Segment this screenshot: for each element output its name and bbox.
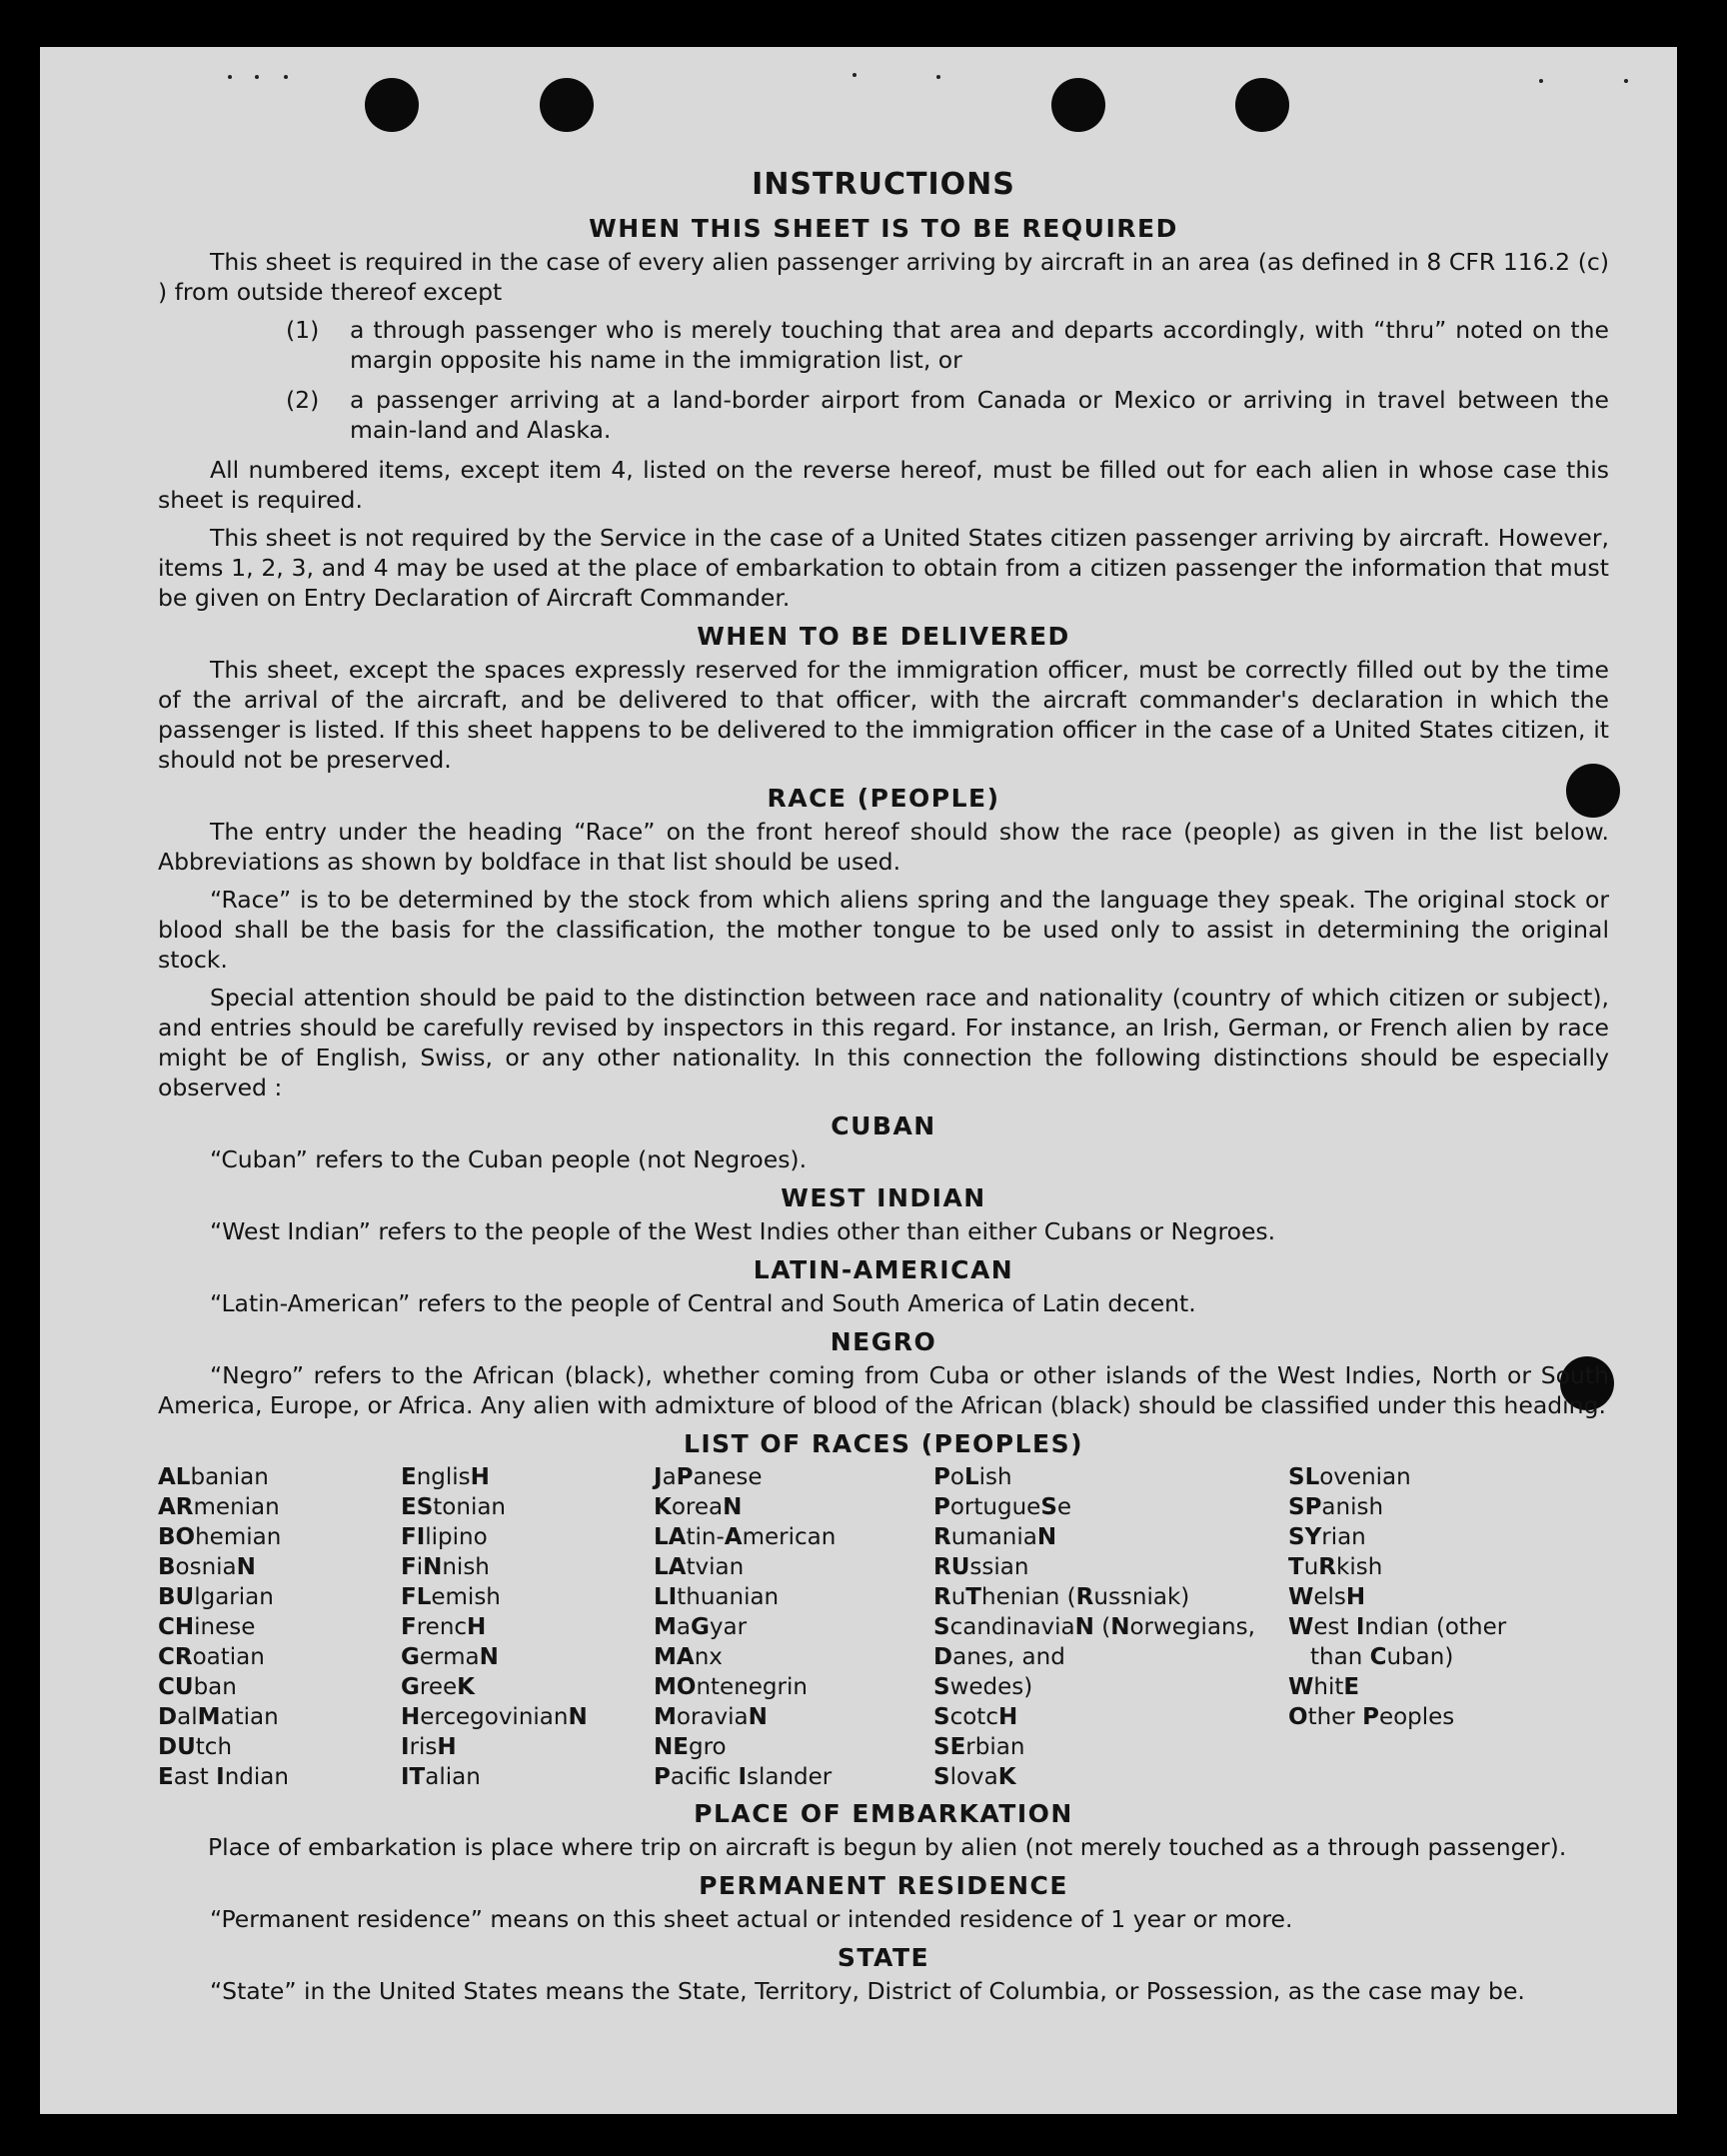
section-heading-state: STATE xyxy=(837,1943,930,1972)
race-entry: Danes, and xyxy=(933,1644,1065,1670)
race-entry: ALbanian xyxy=(158,1464,269,1490)
race-column xyxy=(158,1462,401,1792)
race-entry: TuRkish xyxy=(1288,1554,1383,1580)
race-entry: GermaN xyxy=(401,1644,499,1670)
race-entry: SYrian xyxy=(1288,1524,1366,1550)
section-heading-when-delivered: WHEN TO BE DELIVERED xyxy=(697,622,1070,651)
race-entry: RumaniaN xyxy=(933,1524,1057,1550)
instructions-content xyxy=(158,165,1609,2014)
section-heading-race: RACE (PEOPLE) xyxy=(767,784,1000,813)
numbered-items-paragraph: All numbered items, except item 4, listed on the reverse hereof, must be filled out for each alien in whose case this sheet is required. xyxy=(158,456,1609,514)
exception-number: (1) xyxy=(286,316,320,344)
race-entry: MAnx xyxy=(654,1644,723,1670)
race-entry: PoLish xyxy=(933,1464,1012,1490)
race-entry: Other Peoples xyxy=(1288,1704,1455,1730)
speck xyxy=(255,75,259,79)
state-definition: “State” in the United States means the State, Territory, District of Columbia, or Possession, as the case may be. xyxy=(210,1977,1525,2005)
race-entry: BOhemian xyxy=(158,1524,282,1550)
race-entry: CRoatian xyxy=(158,1644,265,1670)
punch-hole xyxy=(1235,78,1289,132)
section-heading-list-of-races: LIST OF RACES (PEOPLES) xyxy=(683,1429,1084,1458)
speck xyxy=(1539,79,1543,83)
race-paragraph-3: Special attention should be paid to the distinction between race and nationality (country of which citizen or subject), and entries should be carefully revised by inspectors in this regard. For instance, an Irish, German, or French alien by race might be of English, Swiss, or any other nationality. In this connection the following distinctions should be especially observed : xyxy=(158,984,1609,1101)
race-entry: Swedes) xyxy=(933,1674,1033,1700)
place-of-embarkation-definition: Place of embarkation is place where trip on aircraft is begun by alien (not merely touched as a through passenger). xyxy=(208,1833,1567,1861)
race-entry: LAtvian xyxy=(654,1554,745,1580)
latin-american-definition: “Latin-American” refers to the people of Central and South America of Latin decent. xyxy=(210,1289,1196,1317)
speck xyxy=(936,75,940,79)
race-entry: WhitE xyxy=(1288,1674,1360,1700)
race-entry: PortugueSe xyxy=(933,1494,1072,1520)
race-entry: RuThenian (Russniak) xyxy=(933,1584,1190,1610)
race-entry: MaGyar xyxy=(654,1614,748,1640)
negro-definition: “Negro” refers to the African (black), whether coming from Cuba or other islands of the West Indies, North or South America, Europe, or Africa. Any alien with admixture of blood of the African (black) should be classified under this heading. xyxy=(158,1361,1609,1419)
punch-hole xyxy=(365,78,419,132)
race-entry: DUtch xyxy=(158,1734,233,1760)
section-heading-latin-american: LATIN-AMERICAN xyxy=(753,1255,1014,1284)
race-entry: CHinese xyxy=(158,1614,256,1640)
race-entry: ITalian xyxy=(401,1764,481,1790)
exception-number: (2) xyxy=(286,386,320,414)
punch-hole xyxy=(540,78,594,132)
race-column xyxy=(401,1462,654,1792)
race-entry: IrisH xyxy=(401,1734,457,1760)
race-entry: DalMatian xyxy=(158,1704,279,1730)
race-entry: GreeK xyxy=(401,1674,475,1700)
race-entry: LIthuanian xyxy=(654,1584,780,1610)
race-entry: FIlipino xyxy=(401,1524,488,1550)
race-entry: NEgro xyxy=(654,1734,727,1760)
exception-item xyxy=(158,385,1609,445)
permanent-residence-definition: “Permanent residence” means on this sheet actual or intended residence of 1 year or more. xyxy=(210,1905,1293,1933)
race-column xyxy=(1288,1462,1578,1792)
section-heading-place-of-embarkation: PLACE OF EMBARKATION xyxy=(694,1799,1073,1828)
race-entry: BosniaN xyxy=(158,1554,256,1580)
exception-text: a through passenger who is merely touching that area and departs accordingly, with “thru” noted on the margin opposite his name in the immigration list, or xyxy=(350,316,1609,374)
when-required-intro: This sheet is required in the case of every alien passenger arriving by aircraft in an area (as defined in 8 CFR 116.2 (c) ) from outside thereof except xyxy=(158,248,1609,306)
page-title: INSTRUCTIONS xyxy=(752,167,1015,202)
race-entry: West Indian (other xyxy=(1288,1614,1507,1640)
exception-item xyxy=(158,315,1609,375)
race-paragraph-2: “Race” is to be determined by the stock from which aliens spring and the language they speak. The original stock or blood shall be the basis for the classification, the mother tongue to be used only to assist in determining the original stock. xyxy=(158,886,1609,974)
race-entry: EStonian xyxy=(401,1494,507,1520)
race-column xyxy=(933,1462,1288,1792)
race-entry: FLemish xyxy=(401,1584,501,1610)
race-entry: Pacific Islander xyxy=(654,1764,833,1790)
race-entry: SPanish xyxy=(1288,1494,1384,1520)
race-paragraph-1: The entry under the heading “Race” on the front hereof should show the race (people) as given in the list below. Abbreviations as shown by boldface in that list should be used. xyxy=(158,818,1609,876)
race-entry: LAtin-American xyxy=(654,1524,837,1550)
document-sheet xyxy=(40,47,1677,2114)
race-entry: MOntenegrin xyxy=(654,1674,808,1700)
race-entry: MoraviaN xyxy=(654,1704,768,1730)
race-entry: ScandinaviaN (Norwegians, xyxy=(933,1614,1255,1640)
race-entry: FiNnish xyxy=(401,1554,490,1580)
race-column xyxy=(654,1462,933,1792)
race-entry: than Cuban) xyxy=(1310,1644,1454,1670)
race-entry: HercegovinianN xyxy=(401,1704,588,1730)
exception-text: a passenger arriving at a land-border airport from Canada or Mexico or arriving in travel between the main-land and Alaska. xyxy=(350,386,1609,444)
west-indian-definition: “West Indian” refers to the people of the West Indies other than either Cubans or Negroes. xyxy=(210,1217,1276,1245)
race-entry: FrencH xyxy=(401,1614,487,1640)
race-entry: WelsH xyxy=(1288,1584,1366,1610)
race-entry: East Indian xyxy=(158,1764,289,1790)
section-heading-when-required: WHEN THIS SHEET IS TO BE REQUIRED xyxy=(589,214,1178,243)
race-entry: CUban xyxy=(158,1674,237,1700)
cuban-definition: “Cuban” refers to the Cuban people (not Negroes). xyxy=(210,1145,808,1173)
race-entry: SlovaK xyxy=(933,1764,1016,1790)
speck xyxy=(1624,79,1628,83)
race-entry: SLovenian xyxy=(1288,1464,1411,1490)
citizen-note-paragraph: This sheet is not required by the Service in the case of a United States citizen passenger arriving by aircraft. However, items 1, 2, 3, and 4 may be used at the place of embarkation to obtain from a citizen passenger the information that must be given on Entry Declaration of Aircraft Commander. xyxy=(158,524,1609,612)
race-entry: ScotcH xyxy=(933,1704,1018,1730)
race-entry: EnglisH xyxy=(401,1464,490,1490)
speck xyxy=(228,75,232,79)
race-entry: JaPanese xyxy=(654,1464,763,1490)
speck xyxy=(284,75,288,79)
section-heading-negro: NEGRO xyxy=(830,1327,937,1356)
when-delivered-paragraph: This sheet, except the spaces expressly reserved for the immigration officer, must be correctly filled out by the time of the arrival of the aircraft, and be delivered to that officer, with the aircraft commander's declaration in which the passenger is listed. If this sheet happens to be delivered to the immigration officer in the case of a United States citizen, it should not be preserved. xyxy=(158,656,1609,774)
section-heading-cuban: CUBAN xyxy=(831,1111,936,1140)
race-entry: BUlgarian xyxy=(158,1584,274,1610)
speck xyxy=(853,73,857,77)
race-entry: RUssian xyxy=(933,1554,1029,1580)
section-heading-permanent-residence: PERMANENT RESIDENCE xyxy=(699,1871,1068,1900)
race-list xyxy=(158,1462,1609,1792)
section-heading-west-indian: WEST INDIAN xyxy=(781,1183,986,1212)
race-entry: ARmenian xyxy=(158,1494,280,1520)
race-entry: KoreaN xyxy=(654,1494,743,1520)
punch-hole xyxy=(1051,78,1105,132)
race-entry: SErbian xyxy=(933,1734,1025,1760)
